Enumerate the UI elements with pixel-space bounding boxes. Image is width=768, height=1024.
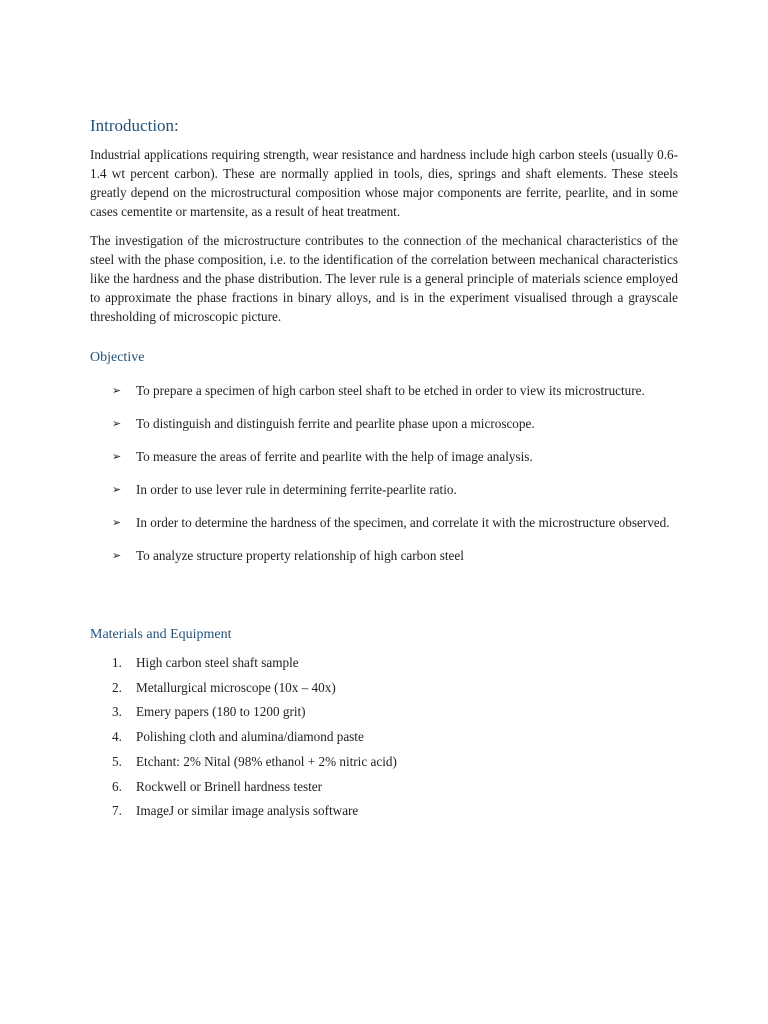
materials-item: 4. Polishing cloth and alumina/diamond paste: [112, 729, 364, 745]
arrow-bullet-icon: ➢: [112, 450, 122, 463]
materials-item: 6. Rockwell or Brinell hardness tester: [112, 778, 323, 794]
arrow-bullet-icon: ➢: [112, 483, 122, 496]
objective-list: [112, 374, 678, 572]
objective-heading: Objective: [90, 350, 145, 365]
introduction-heading: Introduction:: [90, 116, 179, 135]
materials-item: 1. High carbon steel shaft sample: [112, 655, 299, 670]
materials-item: 5. Etchant: 2% Nital (98% ethanol + 2% nitric acid): [112, 753, 397, 769]
arrow-bullet-icon: ➢: [112, 417, 122, 430]
materials-item: 3. Emery papers (180 to 1200 grit): [112, 704, 306, 720]
objective-item: ➢ In order to determine the hardness of the specimen, and correlate it with the microstructure observed.: [112, 506, 678, 539]
arrow-bullet-icon: ➢: [112, 549, 122, 562]
objective-item: ➢ In order to use lever rule in determining ferrite-pearlite ratio.: [112, 473, 678, 506]
introduction-paragraph-2: The investigation of the microstructure contributes to the connection of the mechanical characteristics of the steel with the phase composition, i.e. to the identification of the correlation between mechanical characteristics like the hardness and the phase distribution. The lever rule is a general principle of materials science employed to approximate the phase fractions in binary alloys, and is in the experiment visualised through a grayscale thresholding of microscopic picture.: [90, 233, 678, 324]
objective-item: ➢ To analyze structure property relationship of high carbon steel: [112, 539, 678, 572]
objective-item: ➢ To distinguish and distinguish ferrite and pearlite phase upon a microscope.: [112, 407, 678, 440]
objective-item: ➢ To measure the areas of ferrite and pearlite with the help of image analysis.: [112, 440, 678, 473]
arrow-bullet-icon: ➢: [112, 516, 122, 529]
materials-item: 7. ImageJ or similar image analysis software: [112, 803, 359, 819]
materials-item: 2. Metallurgical microscope (10x – 40x): [112, 679, 336, 695]
objective-item: ➢ To prepare a specimen of high carbon steel shaft to be etched in order to view its microstructure.: [112, 374, 678, 407]
materials-heading: Materials and Equipment: [90, 627, 232, 642]
introduction-paragraph-1: Industrial applications requiring strength, wear resistance and hardness include high carbon steels (usually 0.6-1.4 wt percent carbon). These are normally applied in tools, dies, springs and shaft elements. These steels greatly depend on the microstructural composition whose major components are ferrite, pearlite, and in some cases cementite or martensite, as a result of heat treatment.: [90, 147, 678, 219]
materials-list: [112, 651, 678, 824]
arrow-bullet-icon: ➢: [112, 384, 122, 397]
